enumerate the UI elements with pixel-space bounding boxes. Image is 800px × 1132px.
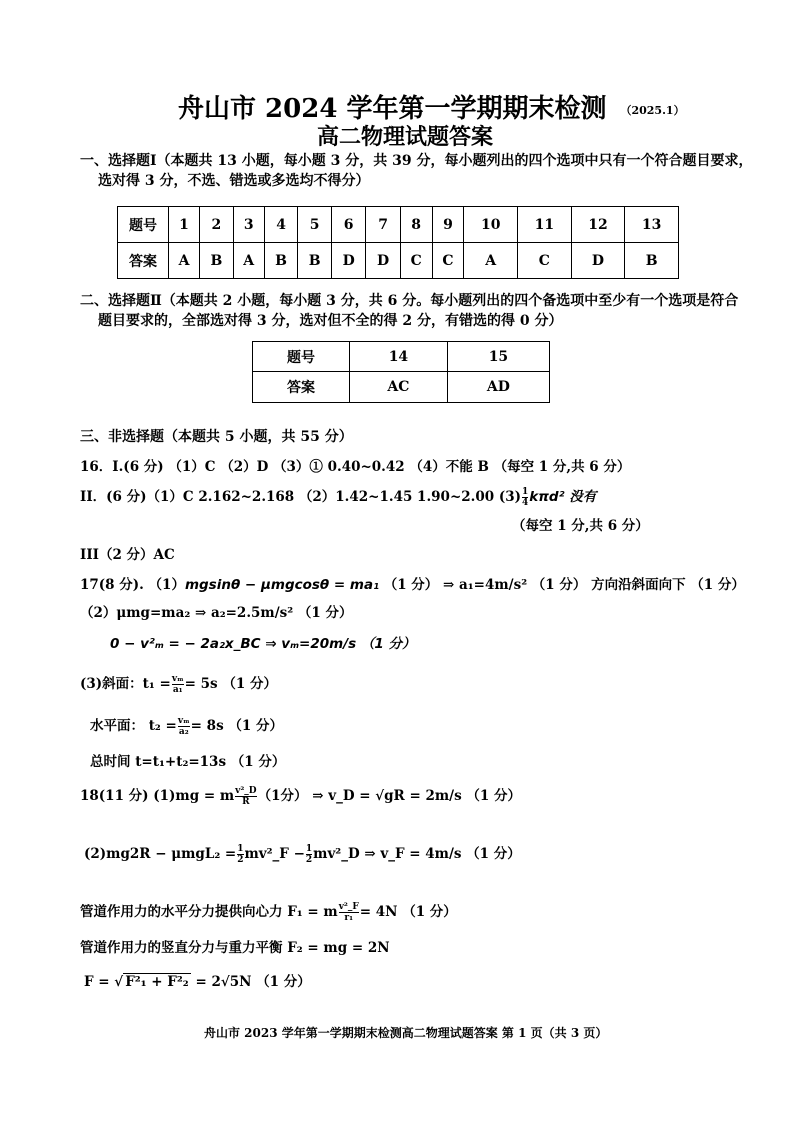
question-row	[118, 207, 679, 243]
row-label-question: 题号	[253, 342, 350, 372]
q-cell: 7	[366, 207, 400, 243]
q16-part2-note: （每空 1 分,共 6 分）	[512, 518, 649, 534]
a-cell: D	[571, 243, 625, 279]
eq-post: = 5s （1 分）	[184, 676, 277, 692]
q-cell: 9	[432, 207, 464, 243]
a-cell: C	[432, 243, 464, 279]
q-cell: 5	[298, 207, 332, 243]
section2-heading-cont: 题目要求的，全部选对得 3 分，选对但不全的得 2 分，有错选的得 0 分）	[98, 313, 563, 329]
frac-den: a₂	[178, 727, 189, 737]
frac-num: v²_D	[235, 786, 257, 796]
section1-heading: 一、选择题Ⅰ（本题共 13 小题，每小题 3 分，共 39 分，每小题列出的四个选项中只有一个符合题目要求，	[80, 153, 753, 169]
a-cell: C	[518, 243, 572, 279]
frac-den: 2	[237, 855, 244, 865]
frac-num: vₘ	[177, 716, 190, 726]
row-label-answer: 答案	[253, 372, 350, 403]
answer-table-2	[252, 341, 550, 403]
q-cell: 3	[233, 207, 264, 243]
eq-pre: 管道作用力的水平分力提供向心力 F₁ = m	[80, 904, 338, 920]
a-cell: D	[366, 243, 400, 279]
a-cell: B	[625, 243, 679, 279]
q-cell: 1	[169, 207, 200, 243]
row-label-question: 题号	[118, 207, 169, 243]
frac-den: R	[242, 797, 250, 807]
fraction	[172, 674, 184, 695]
q17-label: 17(8 分). （1）	[80, 577, 185, 593]
title-date: （2025.1）	[620, 104, 685, 117]
q16-part2-formula: kπd² 没有	[529, 489, 597, 505]
eq-pre: F =	[84, 974, 110, 990]
a-cell: AD	[447, 372, 549, 403]
a-cell: B	[264, 243, 298, 279]
a-cell: B	[200, 243, 234, 279]
frac-num: 1	[237, 844, 244, 854]
q18-part1	[80, 784, 521, 807]
q17-result: （1 分） ⇒ a₁=4m/s² （1 分） 方向沿斜面向下 （1 分）	[383, 577, 745, 593]
answer-row	[253, 372, 550, 403]
eq-pre: 18(11 分) (1)mg = m	[80, 788, 235, 804]
frac-num: v²_F	[338, 902, 359, 912]
fraction	[522, 487, 528, 508]
a-cell: B	[298, 243, 332, 279]
q-cell: 6	[331, 207, 365, 243]
fraction	[178, 716, 190, 737]
frac-den: 4	[522, 498, 529, 508]
q18-part3	[80, 900, 457, 923]
eq-post: （1分） ⇒ v_D = √gR = 2m/s （1 分）	[257, 788, 521, 804]
q17-equation: mgsinθ − μmgcosθ = ma₁	[184, 577, 379, 593]
q17-part3a	[80, 672, 277, 695]
frac-den: a₁	[172, 685, 183, 695]
frac-den: 2	[305, 855, 313, 865]
fraction	[339, 902, 359, 923]
q16-part1: 16．I.(6 分) （1）C （2）D （3）① 0.40~0.42 （4）不能 B （每空 1 分,共 6 分）	[80, 459, 631, 475]
q17-part3b	[90, 714, 283, 737]
section1-heading-cont: 选对得 3 分，不选、错选或多选均不得分）	[98, 173, 370, 189]
eq-post: = 4N （1 分）	[359, 904, 457, 920]
section3-heading: 三、非选择题（本题共 5 小题，共 55 分）	[80, 429, 353, 445]
q17-part3c: 总时间 t=t₁+t₂=13s （1 分）	[90, 754, 286, 770]
q-cell: 15	[447, 342, 549, 372]
eq-mid: mv²_F −	[244, 846, 305, 862]
eq-pre: (3)斜面：t₁ =	[80, 676, 171, 692]
frac-num: vₘ	[171, 674, 184, 684]
a-cell: A	[464, 243, 518, 279]
eq-pre: 水平面： t₂ =	[90, 718, 177, 734]
q-cell: 10	[464, 207, 518, 243]
section2-heading: 二、选择题Ⅱ（本题共 2 小题，每小题 3 分，共 6 分。每小题列出的四个备选项中至少有一个选项是符合	[80, 293, 739, 309]
title-text: 舟山市 2024 学年第一学期期末检测	[178, 94, 607, 124]
answer-table-1	[117, 206, 679, 279]
eq-post: mv²_D ⇒ v_F = 4m/s （1 分）	[313, 846, 521, 862]
page-subtitle: 高二物理试题答案	[317, 124, 494, 150]
radicand: F²₁ + F²₂	[125, 974, 189, 990]
a-cell: A	[233, 243, 264, 279]
q18-part2	[84, 842, 521, 865]
frac-den: r₁	[344, 913, 354, 923]
row-label-answer: 答案	[118, 243, 169, 279]
fraction	[235, 786, 256, 807]
fraction	[306, 844, 312, 865]
a-cell: D	[331, 243, 365, 279]
q17-part1	[80, 573, 745, 593]
q-cell: 14	[350, 342, 448, 372]
q17-part2: （2）μmg=ma₂ ⇒ a₂=2.5m/s² （1 分）	[80, 605, 353, 621]
q-cell: 12	[571, 207, 625, 243]
a-cell: A	[169, 243, 200, 279]
q-cell: 11	[518, 207, 572, 243]
answer-row	[118, 243, 679, 279]
q18-part4: 管道作用力的竖直分力与重力平衡 F₂ = mg = 2N	[80, 940, 390, 956]
eq-pre: (2)mg2R − μmgL₂ =	[84, 846, 237, 862]
page-footer: 舟山市 2023 学年第一学期期末检测高二物理试题答案 第 1 页（共 3 页）	[204, 1026, 608, 1040]
q16-part3: III（2 分）AC	[80, 547, 175, 563]
eq-post: = 2√5N （1 分）	[195, 974, 311, 990]
a-cell: AC	[350, 372, 448, 403]
frac-num: 1	[522, 487, 529, 497]
q-cell: 13	[625, 207, 679, 243]
q16-part2	[80, 485, 596, 508]
q17-part2-eq: 0 − v²ₘ = − 2a₂x_BC ⇒ vₘ=20m/s （1 分）	[110, 636, 416, 652]
q16-part2-text: II．(6 分)（1）C 2.162~2.168 （2）1.42~1.45 1.90~2.00 (3)	[80, 489, 521, 505]
q-cell: 8	[400, 207, 432, 243]
frac-num: 1	[305, 844, 313, 854]
question-row	[253, 342, 550, 372]
q-cell: 4	[264, 207, 298, 243]
q18-part5: F = √ F²₁ + F²₂ = 2√5N （1 分）	[84, 974, 311, 990]
q-cell: 2	[200, 207, 234, 243]
fraction	[237, 844, 243, 865]
eq-post: = 8s （1 分）	[190, 718, 283, 734]
a-cell: C	[400, 243, 432, 279]
